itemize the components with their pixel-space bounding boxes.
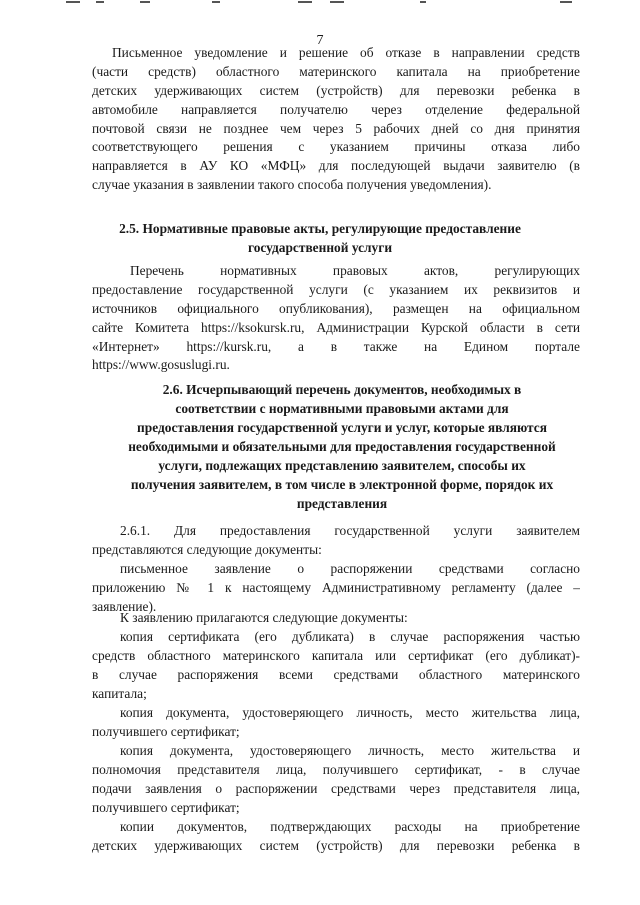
text-line: «Интернет» https://kursk.ru, а в также на Едином портале	[92, 338, 580, 354]
text-line: в случае распоряжения всеми средствами областного материнского	[92, 666, 580, 682]
text-line: копия сертификата (его дубликата) в случае распоряжения частью	[120, 629, 580, 644]
scan-top-edge	[0, 0, 640, 6]
paragraph-attached-intro	[92, 609, 580, 628]
text-line: соответствующего решения с указанием причины отказа либо	[92, 139, 580, 155]
text-line: получившего сертификат;	[92, 723, 240, 739]
heading-line: предоставления государственной услуги и услуг, которые являются	[137, 420, 547, 435]
text-line: (части средств) областного материнского капитала на приобретение	[92, 63, 580, 79]
heading-line: необходимыми и обязательными для предоставления государственной	[128, 439, 556, 454]
text-line: источников официального опубликования), размещен на официальном	[92, 300, 580, 316]
heading-line: представления	[296, 496, 388, 511]
text-line: представляются следующие документы:	[92, 541, 322, 557]
section-heading-2-5	[0, 219, 640, 257]
text-line: Письменное уведомление и решение об отказе в направлении средств	[112, 45, 580, 60]
text-line: случае указания в заявлении такого способа получения уведомления).	[92, 177, 492, 193]
text-line: приложению № 1 к настоящему Административному регламенту (далее –	[92, 579, 580, 595]
list-item-expenses	[92, 818, 580, 856]
text-line: предоставление государственной услуги (с указанием их реквизитов и	[92, 281, 580, 297]
text-line: копия документа, удостоверяющего личность, место жительства лица,	[120, 705, 580, 720]
text-line: Перечень нормативных правовых актов, регулирующих	[130, 263, 580, 278]
text-line: подачи заявления о распоряжении средствами через представителя лица,	[92, 780, 580, 796]
list-item-certificate	[92, 628, 580, 704]
text-line: полномочия представителя лица, получившего сертификат, - в случае	[92, 761, 580, 777]
text-line: заявление).	[92, 598, 157, 614]
text-line: почтовой связи не позднее чем через 5 рабочих дней со дня принятия	[92, 120, 580, 136]
text-line: автомобиле направляется получателю через отделение федеральной	[92, 101, 580, 117]
text-line: сайте Комитета https://ksokursk.ru, Администрации Курской области в сети	[92, 319, 580, 335]
text-line: капитала;	[92, 685, 147, 701]
paragraph-2-5	[92, 262, 580, 375]
list-item-identity	[92, 704, 580, 742]
heading-line: получения заявителем, в том числе в электронной форме, порядок их	[130, 477, 554, 492]
list-item-representative	[92, 742, 580, 818]
text-line: получившего сертификат;	[92, 799, 240, 815]
text-line: детских удерживающих систем (устройств) для перевозки ребенка в	[92, 837, 580, 853]
heading-line: 2.5. Нормативные правовые акты, регулирующие предоставление	[119, 221, 521, 236]
paragraph-notification	[92, 44, 580, 195]
text-line: направляется в АУ КО «МФЦ» для последующей выдачи заявителю (в	[92, 158, 580, 174]
section-heading-2-6	[96, 380, 588, 513]
heading-line: соответствии с нормативными правовыми актами для	[175, 401, 509, 416]
page-number: 7	[316, 33, 324, 48]
text-line: К заявлению прилагаются следующие документы:	[120, 610, 408, 625]
text-line: письменное заявление о распоряжении средствами согласно	[120, 561, 580, 576]
text-line: копия документа, удостоверяющего личность, место жительства и	[120, 743, 580, 758]
heading-line: государственной услуги	[247, 240, 393, 255]
heading-line: услуги, подлежащих представлению заявителем, способы их	[158, 458, 526, 473]
text-line: https://www.gosuslugi.ru.	[92, 357, 230, 373]
text-line: средств областного материнского капитала или сертификат (его дубликат)-	[92, 647, 580, 663]
text-line: копии документов, подтверждающих расходы на приобретение	[120, 819, 580, 834]
text-line: 2.6.1. Для предоставления государственной услуги заявителем	[120, 523, 580, 538]
paragraph-2-6-1	[92, 522, 580, 560]
text-line: детских удерживающих систем (устройств) для перевозки ребенка в	[92, 82, 580, 98]
heading-line: 2.6. Исчерпывающий перечень документов, необходимых в	[162, 382, 522, 397]
